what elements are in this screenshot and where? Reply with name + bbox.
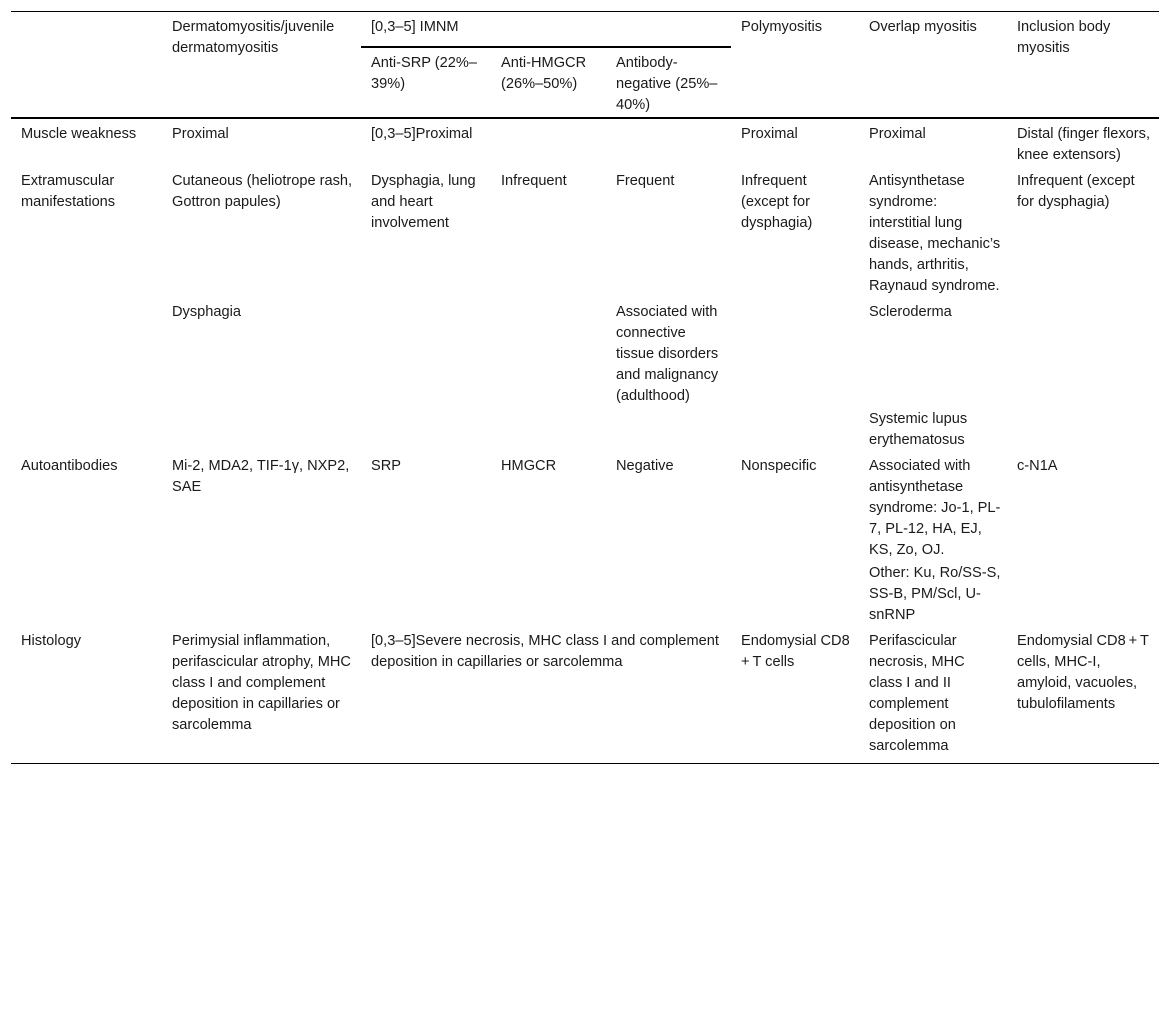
header-empty-cell	[11, 12, 162, 118]
myositis-comparison-table	[11, 11, 1159, 764]
cell-pm-weakness: Proximal	[741, 126, 798, 142]
cell-dm-histology: Perimysial inflammation, perifascicular atrophy, MHC class I and complement deposition in capillaries or sarcolemma	[162, 626, 361, 764]
cell-neg-extramuscular-1: Frequent	[616, 173, 675, 189]
cell-dm-extramuscular-1: Cutaneous (heliotrope rash, Gottron papules)	[172, 173, 353, 210]
table-row	[11, 407, 1159, 451]
cell-srp-autoantibodies: SRP	[371, 458, 402, 474]
cell-pm-extramuscular: Infrequent (except for dysphagia)	[741, 173, 813, 231]
cell-ibm-autoantibodies: c-N1A	[1017, 458, 1058, 474]
cell-overlap-weakness: Proximal	[869, 126, 926, 142]
cell-dm-weakness: Proximal	[172, 126, 229, 142]
cell-srp-extramuscular: Dysphagia, lung and heart involvement	[371, 173, 476, 231]
cell-neg-extramuscular-2: Associated with connective tissue disorders and malignancy (adulthood)	[616, 304, 719, 404]
cell-pm-autoantibodies: Nonspecific	[741, 458, 817, 474]
cell-overlap-extramuscular-2: Scleroderma	[869, 304, 952, 320]
table-row	[11, 118, 1159, 166]
cell-ibm-weakness: Distal (finger flexors, knee extensors)	[1017, 126, 1151, 163]
cell-hmgcr-extramuscular-empty	[491, 297, 606, 407]
header-imnm: [0,3–5] IMNM	[361, 12, 731, 48]
cell-imnm-histology: [0,3–5]Severe necrosis, MHC class I and complement deposition in capillaries or sarcolemma	[361, 626, 731, 764]
header-polymyositis: Polymyositis	[731, 12, 859, 118]
header-antibody-negative: Antibody-negative (25%–40%)	[616, 55, 718, 113]
table-row	[11, 166, 1159, 297]
cell-neg-autoantibodies: Negative	[616, 458, 674, 474]
header-inclusion-body-myositis: Inclusion body myositis	[1007, 12, 1159, 118]
myositis-comparison-table-wrapper	[11, 11, 1159, 764]
row-label-autoantibodies: Autoantibodies	[21, 458, 118, 474]
cell-dm-autoantibodies: Mi-2, MDA2, TIF-1γ, NXP2, SAE	[172, 458, 350, 495]
table-row	[11, 451, 1159, 561]
cell-overlap-extramuscular-3: Systemic lupus erythematosus	[869, 411, 968, 448]
cell-overlap-autoantibodies-1: Associated with antisynthetase syndrome: Jo-1, PL-7, PL-12, HA, EJ, KS, Zo, OJ.	[869, 458, 1001, 558]
cell-overlap-extramuscular-1: Antisynthetase syndrome: interstitial lung disease, mechanic’s hands, arthritis, Raynaud syndrome.	[869, 173, 1001, 294]
cell-pm-histology: Endomysial CD8 + T cells	[731, 626, 859, 764]
cell-ibm-histology: Endomysial CD8 + T cells, MHC-I, amyloid, vacuoles, tubulofilaments	[1007, 626, 1159, 764]
header-dermatomyositis: Dermatomyositis/juvenile dermatomyositis	[162, 12, 361, 118]
header-overlap-myositis: Overlap myositis	[859, 12, 1007, 118]
cell-overlap-histology: Perifascicular necrosis, MHC class I and II complement deposition on sarcolemma	[859, 626, 1007, 764]
cell-srp-extramuscular-empty	[361, 297, 491, 407]
row-label-muscle-weakness: Muscle weakness	[21, 126, 137, 142]
row-label-histology: Histology	[11, 626, 162, 764]
row-label-extramuscular: Extramuscular manifestations	[21, 173, 116, 210]
cell-ibm-extramuscular: Infrequent (except for dysphagia)	[1017, 173, 1135, 210]
cell-imnm-weakness: [0,3–5]Proximal	[371, 126, 473, 142]
header-row-main	[11, 12, 1159, 48]
table-row	[11, 297, 1159, 407]
cell-hmgcr-extramuscular: Infrequent	[501, 173, 567, 189]
cell-dm-extramuscular-2: Dysphagia	[172, 304, 241, 320]
table-row	[11, 626, 1159, 764]
header-anti-srp: Anti-SRP (22%–39%)	[371, 55, 477, 92]
header-anti-hmgcr: Anti-HMGCR (26%–50%)	[501, 55, 587, 92]
cell-overlap-autoantibodies-2: Other: Ku, Ro/SS-S, SS-B, PM/Scl, U-snRNP	[869, 565, 1001, 623]
cell-hmgcr-autoantibodies: HMGCR	[501, 458, 557, 474]
